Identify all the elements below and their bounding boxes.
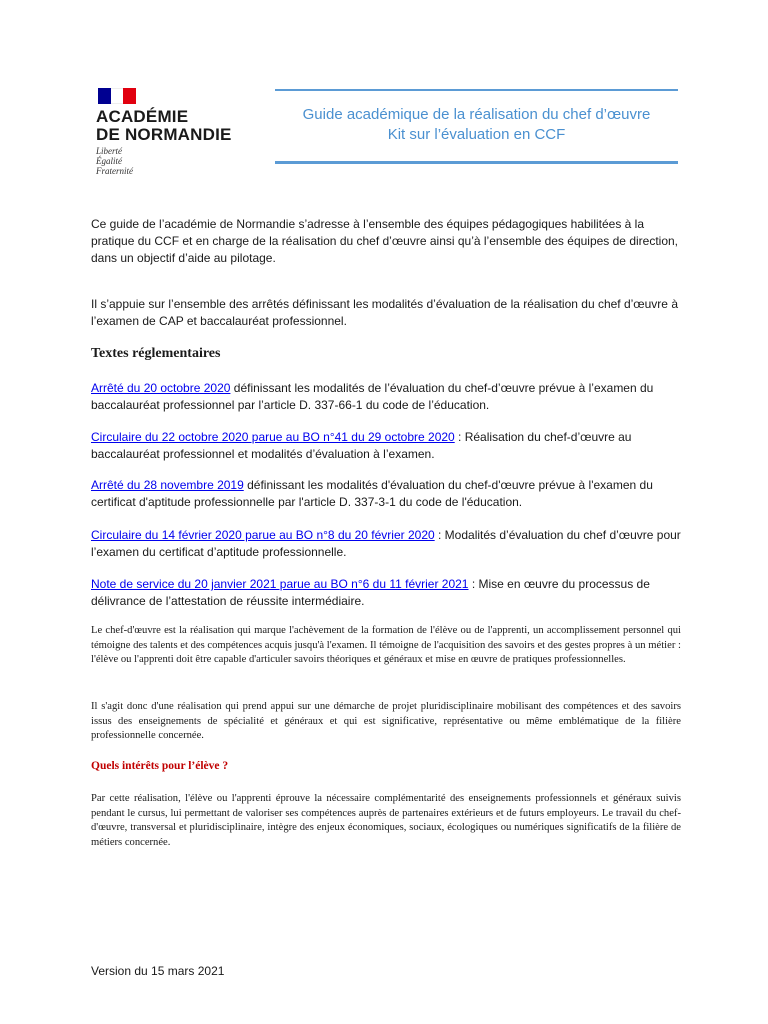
reg-text-description: : Mise en œuvre du processus de délivrance de l’attestation de réussite intermédiaire. [91,577,650,608]
reg-text-item [91,429,681,463]
reg-text-link[interactable]: Circulaire du 14 février 2020 parue au BO n°8 du 20 février 2020 [91,528,435,542]
intro-paragraph-2: Il s’appuie sur l’ensemble des arrêtés définissant les modalités d’évaluation de la réalisation du chef d’œuvre à l’examen de CAP et baccalauréat professionnel. [91,297,678,328]
org-name [96,108,256,144]
body-paragraph-2: Il s'agit donc d'une réalisation qui prend appui sur une démarche de projet pluridisciplinaire mobilisant des compétences et des savoirs issus des enseignements de spécialité et généraux et qui est significative, représentative ou même emblématique de la filière professionnelle concernée. [91,701,681,742]
motto-fraternite: Fraternité [96,166,133,176]
motto-liberte: Liberté [96,146,122,156]
motto [96,146,256,176]
document-title: Guide académique de la réalisation du chef d’œuvre [302,106,651,123]
reg-text-link[interactable]: Arrêté du 20 octobre 2020 [91,381,231,395]
reg-text-link[interactable]: Circulaire du 22 octobre 2020 parue au BO n°41 du 29 octobre 2020 [91,430,455,444]
reg-text-description: définissant les modalités d'évaluation du chef-d'œuvre prévue à l'examen du certificat d'aptitude professionnelle par l'article D. 337-3-1 du code de l'éducation. [91,478,653,509]
reg-text-description: : Modalités d’évaluation du chef d’œuvre pour l’examen du certificat d’aptitude professionnelle. [91,528,681,559]
academie-logo [96,88,256,176]
body-paragraph-1: Le chef-d'œuvre est la réalisation qui marque l'achèvement de la formation de l'élève ou de l'apprenti, un accomplissement personnel qui témoigne des talents et des compétences acquis jusqu'à l'examen. Il témoigne de l'acquisition des savoirs et des gestes propres à un métier : l'élève ou l'apprenti doit être capable d'articuler savoirs théoriques et généraux et mise en œuvre de pratiques professionnelles. [91,625,681,666]
reg-text-item [91,576,681,610]
org-name-line2: DE NORMANDIE [96,125,232,144]
body-paragraph-3: Par cette réalisation, l'élève ou l'apprenti éprouve la nécessaire complémentarité des enseignements professionnels et généraux suivis pendant le cursus, lui permettant de valoriser ses compétences auprès de partenaires extérieurs et de futurs employeurs. Le travail du chef-d'œuvre, transversal et pluridisciplinaire, intègre des enjeux économiques, sociaux, écologiques ou numériques significatifs de la filière de métiers concernée. [91,793,681,848]
intro-paragraph-1: Ce guide de l’académie de Normandie s’adresse à l’ensemble des équipes pédagogiques habilitées à la pratique du CCF et en charge de la réalisation du chef d’œuvre ainsi qu’à l’ensemble des équipes de direction, dans un objectif d’aide au pilotage. [91,217,679,265]
reg-text-link[interactable]: Note de service du 20 janvier 2021 parue au BO n°6 du 11 février 2021 [91,577,469,591]
version-footer: Version du 15 mars 2021 [91,964,225,978]
reg-text-description: définissant les modalités de l’évaluation du chef-d’œuvre prévue à l’examen du baccalauréat professionnel par l’article D. 337-66-1 du code de l’éducation. [91,381,654,412]
marianne-flag-icon [98,88,136,104]
motto-egalite: Égalité [96,156,122,166]
org-name-line1: ACADÉMIE [96,107,189,126]
reg-text-link[interactable]: Arrêté du 28 novembre 2019 [91,478,244,492]
document-subtitle: Kit sur l’évaluation en CCF [387,126,566,143]
section-heading-interets: Quels intérêts pour l’élève ? [91,760,229,772]
reg-text-description: : Réalisation du chef-d’œuvre au baccalauréat professionnel et modalités d’évaluation à l’examen. [91,430,632,461]
document-title-box [275,89,678,164]
reg-text-item [91,527,681,561]
reg-text-item [91,380,681,414]
section-heading-textes: Textes réglementaires [91,346,221,361]
reg-text-item [91,477,681,511]
